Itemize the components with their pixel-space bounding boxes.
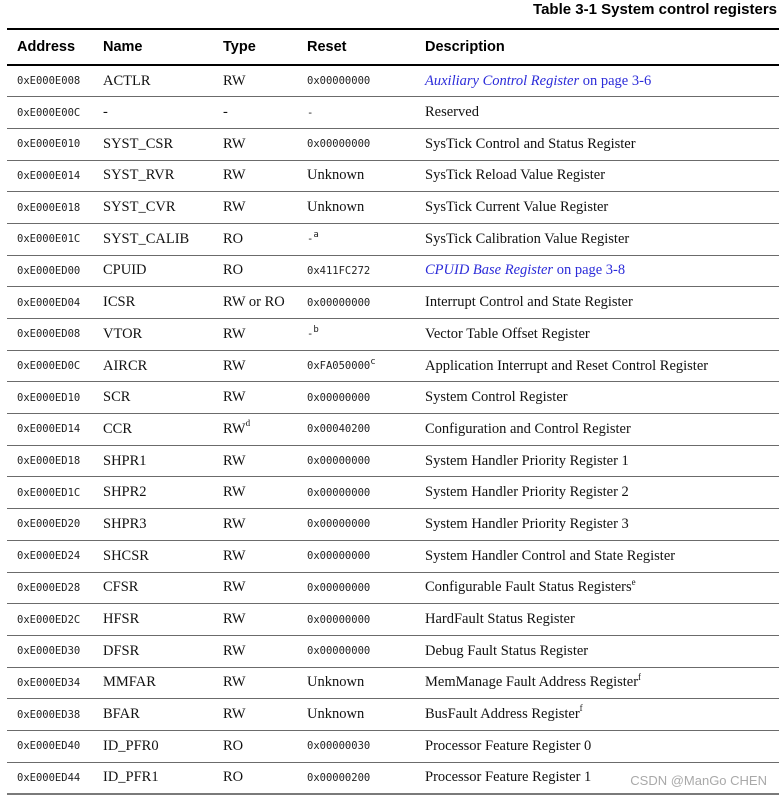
table-row	[7, 319, 779, 351]
footnote-marker: e	[631, 576, 636, 587]
reset-text: -	[307, 328, 314, 341]
table-row	[7, 350, 779, 382]
table-row	[7, 445, 779, 477]
description-text: System Handler Priority Register 2	[425, 484, 629, 501]
name-cell: ACTLR	[103, 72, 151, 89]
name-cell: SHPR2	[103, 484, 147, 501]
type-cell	[213, 128, 297, 160]
table-row	[7, 730, 779, 762]
reset-text: 0x00000200	[307, 771, 371, 784]
type-text: RW	[223, 674, 246, 691]
type-text: RW	[223, 611, 246, 628]
description-text: Configuration and Control Register	[425, 420, 631, 437]
reset-text: 0x00000000	[307, 391, 371, 404]
description-text: HardFault Status Register	[425, 611, 575, 628]
reset-cell	[297, 382, 415, 414]
name-cell: ICSR	[103, 294, 136, 311]
type-cell	[213, 255, 297, 287]
reset-text: 0x00000000	[307, 296, 371, 309]
description-link[interactable]: Auxiliary Control Register	[425, 72, 580, 89]
type-text: RW	[223, 452, 246, 469]
type-cell	[213, 604, 297, 636]
footnote-marker: f	[638, 671, 642, 682]
name-cell: SYST_CSR	[103, 135, 174, 152]
table-row	[7, 572, 779, 604]
type-text: RW	[223, 389, 246, 406]
address-cell: 0xE000ED34	[17, 676, 81, 689]
address-cell: 0xE000ED00	[17, 264, 81, 277]
name-cell: MMFAR	[103, 674, 156, 691]
type-text: RO	[223, 769, 244, 786]
type-cell	[213, 509, 297, 541]
reset-text: 0x411FC272	[307, 264, 371, 277]
address-cell: 0xE000E01C	[17, 233, 81, 246]
type-cell	[213, 730, 297, 762]
description-cell	[415, 350, 779, 382]
type-text: -	[223, 104, 228, 121]
address-cell: 0xE000E00C	[17, 106, 81, 119]
description-text: Application Interrupt and Reset Control Register	[425, 357, 709, 374]
address-cell: 0xE000E018	[17, 201, 81, 214]
watermark: CSDN @ManGo CHEN	[630, 773, 767, 788]
type-text: RO	[223, 230, 244, 247]
description-cell	[415, 97, 779, 129]
reset-cell	[297, 192, 415, 224]
reset-cell	[297, 477, 415, 509]
type-text: RW	[223, 199, 246, 216]
type-cell	[213, 667, 297, 699]
description-cell	[415, 255, 779, 287]
type-cell	[213, 160, 297, 192]
type-cell	[213, 350, 297, 382]
reset-text: Unknown	[307, 199, 365, 216]
description-cell	[415, 572, 779, 604]
description-text: Vector Table Offset Register	[425, 325, 590, 342]
description-cell	[415, 65, 779, 97]
table-row	[7, 477, 779, 509]
footnote-marker: f	[579, 703, 583, 714]
reset-text: 0x00000000	[307, 75, 371, 88]
table-row	[7, 540, 779, 572]
reset-cell	[297, 65, 415, 97]
reset-text: 0x00000000	[307, 581, 371, 594]
reset-cell	[297, 699, 415, 731]
column-header-address: Address	[17, 39, 76, 55]
column-header-description: Description	[425, 39, 505, 55]
name-cell: SYST_RVR	[103, 167, 175, 184]
description-text: Reserved	[425, 104, 479, 121]
column-header-reset: Reset	[307, 39, 347, 55]
table-row	[7, 509, 779, 541]
description-cell	[415, 540, 779, 572]
type-text: RW or RO	[223, 294, 285, 311]
reset-cell	[297, 604, 415, 636]
name-cell: -	[103, 104, 108, 121]
address-cell: 0xE000ED08	[17, 328, 81, 341]
footnote-marker: a	[313, 229, 319, 240]
table-row	[7, 414, 779, 446]
reset-text: Unknown	[307, 167, 365, 184]
reset-cell	[297, 97, 415, 129]
address-cell: 0xE000ED0C	[17, 360, 81, 373]
description-text: System Handler Priority Register 1	[425, 452, 629, 469]
type-cell	[213, 635, 297, 667]
table-row	[7, 255, 779, 287]
address-cell: 0xE000E010	[17, 138, 81, 151]
reset-cell	[297, 287, 415, 319]
description-cell	[415, 477, 779, 509]
name-cell: AIRCR	[103, 357, 148, 374]
table-row	[7, 192, 779, 224]
description-link-page[interactable]: on page 3-6	[579, 72, 652, 89]
name-cell: SHCSR	[103, 547, 149, 564]
reset-cell	[297, 540, 415, 572]
type-cell	[213, 97, 297, 129]
column-header-name: Name	[103, 39, 143, 55]
name-cell: ID_PFR0	[103, 737, 159, 754]
description-text: BusFault Address Register	[425, 706, 580, 723]
reset-text: Unknown	[307, 674, 365, 691]
address-cell: 0xE000ED38	[17, 708, 81, 721]
description-cell	[415, 192, 779, 224]
reset-text: 0x00000030	[307, 740, 371, 753]
type-cell	[213, 477, 297, 509]
description-cell	[415, 382, 779, 414]
reset-text: 0x00000000	[307, 613, 371, 626]
reset-cell	[297, 445, 415, 477]
address-cell: 0xE000ED24	[17, 550, 81, 563]
type-text: RW	[223, 579, 246, 596]
type-cell	[213, 445, 297, 477]
address-cell: 0xE000ED40	[17, 740, 81, 753]
address-cell: 0xE000ED10	[17, 391, 81, 404]
table-row	[7, 287, 779, 319]
description-cell	[415, 730, 779, 762]
reset-cell	[297, 414, 415, 446]
table-row	[7, 223, 779, 255]
type-cell	[213, 572, 297, 604]
description-cell	[415, 699, 779, 731]
description-cell	[415, 223, 779, 255]
description-text: SysTick Control and Status Register	[425, 135, 636, 152]
type-cell	[213, 382, 297, 414]
description-cell	[415, 287, 779, 319]
reset-cell	[297, 730, 415, 762]
reset-cell	[297, 255, 415, 287]
type-text: RW	[223, 547, 246, 564]
type-cell	[213, 65, 297, 97]
type-text: RO	[223, 262, 244, 279]
name-cell: SHPR3	[103, 515, 147, 532]
reset-text: 0xFA050000	[307, 360, 371, 373]
address-cell: 0xE000ED28	[17, 581, 81, 594]
type-text: RW	[223, 167, 246, 184]
name-cell: SYST_CALIB	[103, 230, 190, 247]
type-text: RO	[223, 737, 244, 754]
description-link-page[interactable]: on page 3-8	[553, 262, 626, 279]
address-cell: 0xE000ED44	[17, 771, 81, 784]
table-body	[7, 65, 779, 794]
address-cell: 0xE000E008	[17, 75, 81, 88]
reset-cell	[297, 509, 415, 541]
description-text: SysTick Current Value Register	[425, 199, 609, 216]
description-cell	[415, 667, 779, 699]
reset-text: 0x00000000	[307, 518, 371, 531]
description-cell	[415, 414, 779, 446]
description-cell	[415, 445, 779, 477]
reset-cell	[297, 160, 415, 192]
reset-cell	[297, 223, 415, 255]
address-cell: 0xE000ED14	[17, 423, 81, 436]
table-row	[7, 635, 779, 667]
name-cell: CPUID	[103, 262, 147, 279]
name-cell: BFAR	[103, 706, 140, 723]
table-caption: Table 3-1 System control registers	[533, 1, 777, 18]
table-row	[7, 604, 779, 636]
table-row	[7, 128, 779, 160]
description-text: SysTick Calibration Value Register	[425, 230, 630, 247]
table-row	[7, 667, 779, 699]
address-cell: 0xE000ED30	[17, 645, 81, 658]
address-cell: 0xE000ED04	[17, 296, 81, 309]
table-row	[7, 699, 779, 731]
type-cell	[213, 414, 297, 446]
address-cell: 0xE000ED18	[17, 455, 81, 468]
type-cell	[213, 699, 297, 731]
type-text: RW	[223, 135, 246, 152]
name-cell: VTOR	[103, 325, 143, 342]
description-text: System Control Register	[425, 389, 568, 406]
type-text: RW	[223, 484, 246, 501]
description-cell	[415, 604, 779, 636]
column-header-type: Type	[223, 39, 256, 55]
reset-text: -	[307, 106, 314, 119]
reset-cell	[297, 319, 415, 351]
type-text: RW	[223, 642, 246, 659]
description-cell	[415, 160, 779, 192]
reset-cell	[297, 572, 415, 604]
description-text: Debug Fault Status Register	[425, 642, 589, 659]
reset-cell	[297, 350, 415, 382]
reset-text: 0x00000000	[307, 455, 371, 468]
type-cell	[213, 223, 297, 255]
reset-text: Unknown	[307, 706, 365, 723]
description-text: Processor Feature Register 1	[425, 769, 592, 786]
type-text: RW	[223, 515, 246, 532]
reset-text: 0x00000000	[307, 550, 371, 563]
description-cell	[415, 128, 779, 160]
description-text: Processor Feature Register 0	[425, 737, 592, 754]
footnote-marker: b	[313, 324, 319, 335]
address-cell: 0xE000E014	[17, 169, 81, 182]
address-cell: 0xE000ED20	[17, 518, 81, 531]
reset-text: 0x00000000	[307, 645, 371, 658]
table-row	[7, 160, 779, 192]
name-cell: CCR	[103, 420, 133, 437]
name-cell: ID_PFR1	[103, 769, 159, 786]
description-text: SysTick Reload Value Register	[425, 167, 606, 184]
name-cell: CFSR	[103, 579, 139, 596]
name-cell: SYST_CVR	[103, 199, 176, 216]
type-cell	[213, 762, 297, 794]
reset-cell	[297, 667, 415, 699]
table-row	[7, 65, 779, 97]
description-cell	[415, 509, 779, 541]
footnote-marker: d	[245, 418, 251, 429]
type-text: RW	[223, 420, 246, 437]
type-text: RW	[223, 706, 246, 723]
address-cell: 0xE000ED1C	[17, 486, 81, 499]
description-link[interactable]: CPUID Base Register	[425, 262, 554, 279]
name-cell: SCR	[103, 389, 131, 406]
description-cell	[415, 319, 779, 351]
type-text: RW	[223, 357, 246, 374]
footnote-marker: c	[370, 356, 376, 367]
type-cell	[213, 540, 297, 572]
type-cell	[213, 192, 297, 224]
type-text: RW	[223, 325, 246, 342]
description-text: Configurable Fault Status Registers	[425, 579, 632, 596]
system-control-registers-table	[7, 28, 779, 795]
table-row	[7, 97, 779, 129]
type-cell	[213, 287, 297, 319]
name-cell: SHPR1	[103, 452, 147, 469]
reset-text: 0x00000000	[307, 138, 371, 151]
description-text: System Handler Control and State Register	[425, 547, 676, 564]
reset-text: 0x00000000	[307, 486, 371, 499]
description-cell	[415, 635, 779, 667]
reset-cell	[297, 128, 415, 160]
address-cell: 0xE000ED2C	[17, 613, 81, 626]
reset-text: -	[307, 233, 314, 246]
reset-cell	[297, 762, 415, 794]
reset-text: 0x00040200	[307, 423, 371, 436]
name-cell: HFSR	[103, 611, 140, 628]
type-text: RW	[223, 72, 246, 89]
reset-cell	[297, 635, 415, 667]
table-header-row	[7, 29, 779, 65]
name-cell: DFSR	[103, 642, 140, 659]
description-text: System Handler Priority Register 3	[425, 515, 629, 532]
type-cell	[213, 319, 297, 351]
table-row	[7, 382, 779, 414]
description-text: MemManage Fault Address Register	[425, 674, 639, 691]
description-text: Interrupt Control and State Register	[425, 294, 633, 311]
